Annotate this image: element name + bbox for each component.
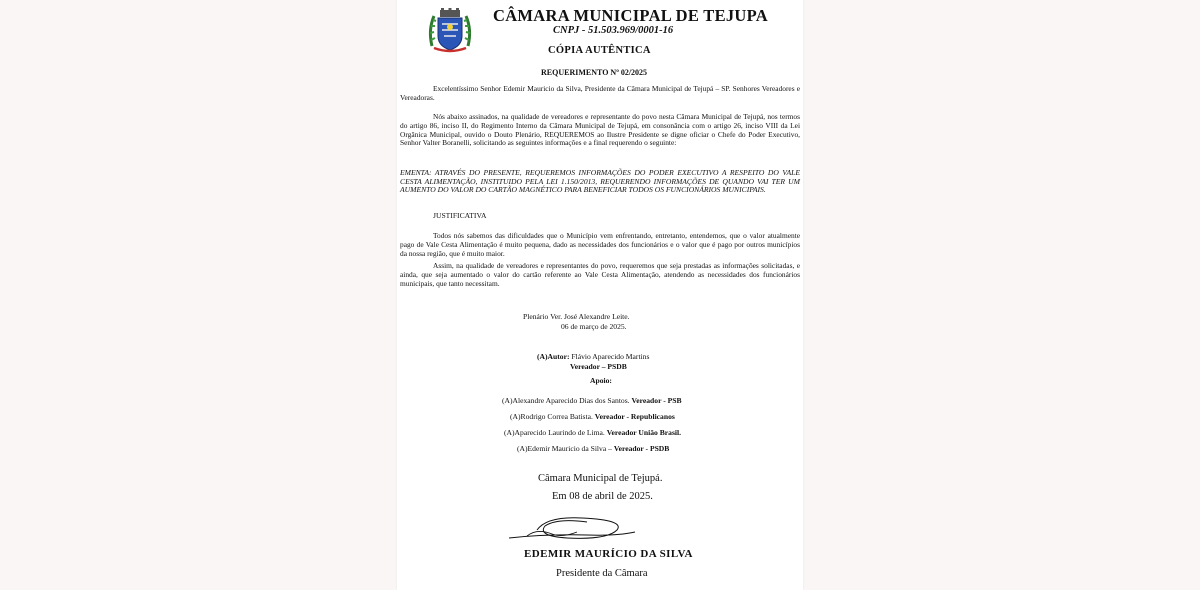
- supporter-role: Vereador União Brasil.: [606, 428, 682, 437]
- supporter-line: [502, 396, 682, 405]
- approval-date: Em 08 de abril de 2025.: [552, 491, 653, 502]
- salutation-paragraph: Excelentíssimo Senhor Edemir Mauricio da Silva, Presidente da Câmara Municipal de Tejupá – SP. Senhores Vereadores e Vereadoras.: [400, 84, 800, 102]
- requirement-title: REQUERIMENTO Nº 02/2025: [541, 68, 648, 77]
- supporter-role: Vereador - PSDB: [613, 444, 670, 453]
- municipal-crest-icon: [426, 6, 474, 54]
- president-name: EDEMIR MAURÍCIO DA SILVA: [524, 548, 693, 560]
- president-role: Presidente da Câmara: [556, 568, 648, 579]
- supporter-name: (A)Alexandre Aparecido Dias dos Santos.: [502, 396, 630, 405]
- author-name: Flávio Aparecido Martins: [571, 352, 650, 361]
- plenario-line: Plenário Ver. José Alexandre Leite.: [523, 312, 630, 321]
- supporter-line: [510, 412, 675, 421]
- author-line: [537, 352, 649, 361]
- supporter-role: Vereador - PSB: [631, 396, 682, 405]
- supporter-name: (A)Aparecido Laurindo de Lima.: [504, 428, 605, 437]
- authentic-copy-label: CÓPIA AUTÊNTICA: [548, 45, 651, 56]
- justification-paragraph-1: Todos nós sabemos das dificuldades que o Município vem enfrentando, entretanto, entendemos, que o valor atualmente pago de Vale Cesta Alimentação é muito pequena, dado as necessidades dos funcionários e o valor que é pago por outros municípios da nossa região, que é muito maior.: [400, 231, 800, 258]
- handwritten-signature: [507, 510, 637, 546]
- request-paragraph: Nós abaixo assinados, na qualidade de vereadores e representante do povo nesta Câmara Municipal de Tejupá, nos termos do artigo 86, inciso II, do Regimento Interno da Câmara Municipal de Tejupá, em consonância com o artigo 26, inciso VIII da Lei Orgânica Municipal, ouvido o Douto Plenário, REQUEREMOS ao Ilustre Presidente se digne oficiar o Chefe do Poder Executivo, Senhor Valter Boranelli, solicitando as seguintes informações e a final requerendo o seguinte:: [400, 112, 800, 148]
- chamber-title: CÂMARA MUNICIPAL DE TEJUPA: [493, 6, 769, 25]
- justification-paragraph-2: Assim, na qualidade de vereadores e representantes do povo, requeremos que seja prestadas as informações solicitadas, e ainda, que seja aumentado o valor do cartão referente ao Vale Cesta Alimentação, atendendo as necessidades dos funcionários municipais, que tanto necessitam.: [400, 261, 800, 288]
- ementa-paragraph: EMENTA: ATRAVÉS DO PRESENTE, REQUEREMOS INFORMAÇÕES DO PODER EXECUTIVO A RESPEITO DO VALE CESTA ALIMENTAÇÃO, INSTITUIDO PELA LEI 1.150/2013, REQUERENDO INFORMAÇÕES DE QUANDO VAI TER UM AUMENTO DO VALOR DO CARTÃO MAGNÉTICO PARA BENEFICIAR TODOS OS FUNCIONÁRIOS MUNICIPAIS.: [400, 168, 800, 195]
- chamber-name-footer: Câmara Municipal de Tejupá.: [538, 473, 663, 484]
- cnpj-number: CNPJ - 51.503.969/0001-16: [553, 25, 674, 36]
- supporter-line: [504, 428, 681, 437]
- document-page: [397, 0, 803, 590]
- author-prefix: (A)Autor:: [537, 352, 570, 361]
- supporter-name: (A)Rodrigo Correa Batista.: [510, 412, 593, 421]
- author-role: Vereador – PSDB: [570, 362, 627, 371]
- session-date: 06 de março de 2025.: [561, 322, 627, 331]
- supporter-line: [517, 444, 669, 453]
- supporter-role: Vereador - Republicanos: [594, 412, 675, 421]
- supporter-name: (A)Edemir Mauricio da Silva –: [517, 444, 612, 453]
- support-label: Apoio:: [590, 376, 612, 385]
- justificativa-heading: JUSTIFICATIVA: [433, 211, 487, 220]
